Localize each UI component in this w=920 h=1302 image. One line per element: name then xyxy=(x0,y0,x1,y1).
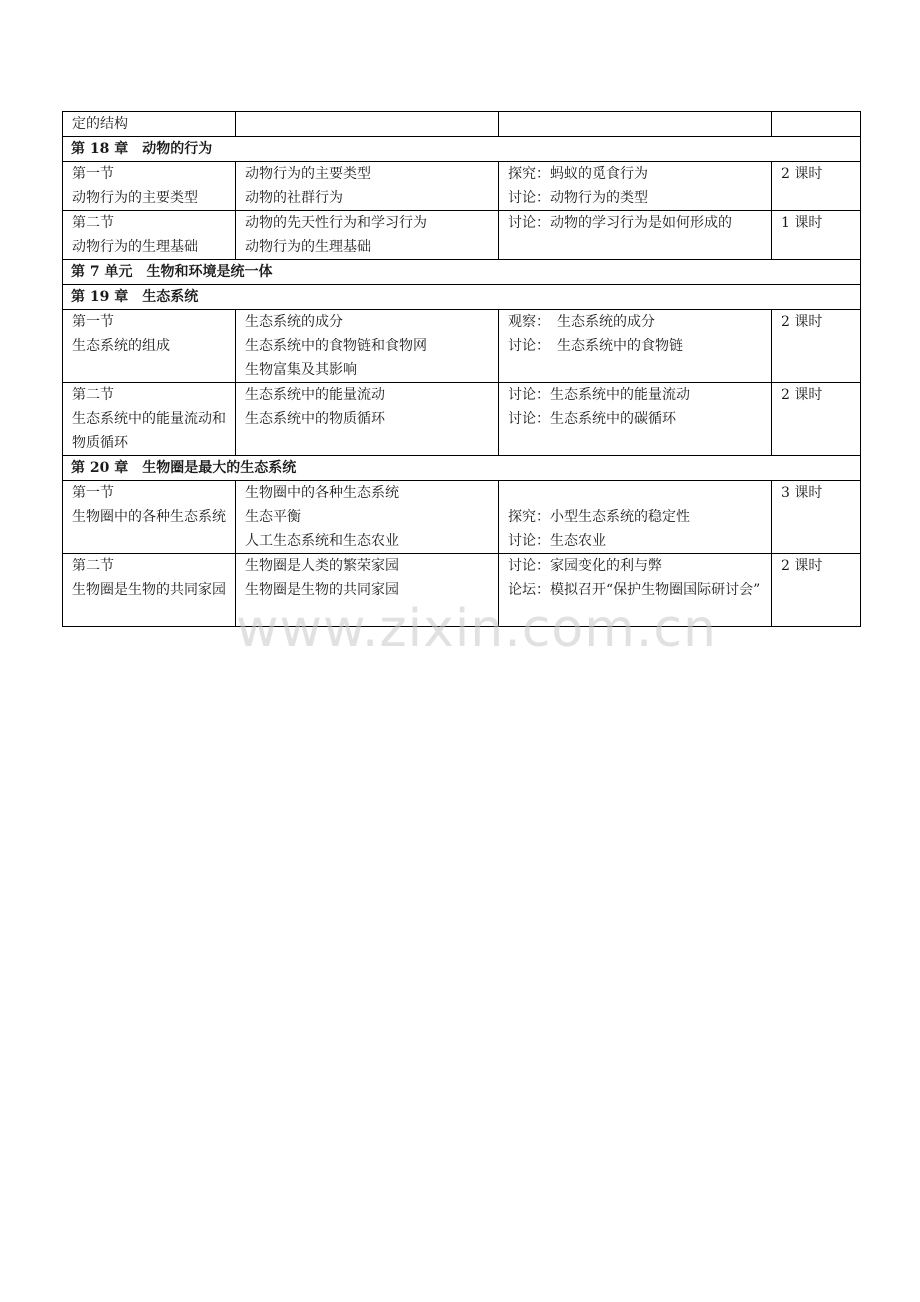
hours-cell: 2 课时 xyxy=(772,383,861,456)
unit-heading-row xyxy=(63,260,861,285)
hours-cell: 1 课时 xyxy=(772,211,861,260)
hours-cell: 2 课时 xyxy=(772,310,861,383)
table-row xyxy=(63,310,861,383)
table-row xyxy=(63,211,861,260)
section-cell: 第一节 生态系统的组成 xyxy=(63,310,236,383)
hours-cell: 3 课时 xyxy=(772,481,861,554)
section-cell: 第二节 生态系统中的能量流动和物质循环 xyxy=(63,383,236,456)
content-cell: 动物的先天性行为和学习行为 动物行为的生理基础 xyxy=(236,211,499,260)
content-cell xyxy=(236,112,499,137)
unit-7-heading: 第 7 单元 生物和环境是统一体 xyxy=(63,260,861,285)
chapter-18-heading: 第 18 章 动物的行为 xyxy=(63,137,861,162)
activity-cell: 探究：蚂蚁的觅食行为 讨论：动物行为的类型 xyxy=(499,162,772,211)
table-row xyxy=(63,481,861,554)
chapter-heading-row xyxy=(63,285,861,310)
content-cell: 生态系统中的能量流动 生态系统中的物质循环 xyxy=(236,383,499,456)
section-cell: 定的结构 xyxy=(63,112,236,137)
chapter-heading-row xyxy=(63,456,861,481)
syllabus-table xyxy=(62,111,861,627)
activity-cell: 讨论：家园变化的利与弊 论坛：模拟召开“保护生物圈国际研讨会” xyxy=(499,554,772,627)
table-row xyxy=(63,162,861,211)
content-cell: 生态系统的成分 生态系统中的食物链和食物网 生物富集及其影响 xyxy=(236,310,499,383)
table-row xyxy=(63,383,861,456)
content-cell: 动物行为的主要类型 动物的社群行为 xyxy=(236,162,499,211)
section-cell: 第二节 动物行为的生理基础 xyxy=(63,211,236,260)
hours-cell: 2 课时 xyxy=(772,162,861,211)
activity-cell: 观察： 生态系统的成分 讨论： 生态系统中的食物链 xyxy=(499,310,772,383)
activity-cell: 讨论：生态系统中的能量流动 讨论：生态系统中的碳循环 xyxy=(499,383,772,456)
chapter-heading-row xyxy=(63,137,861,162)
hours-cell: 2 课时 xyxy=(772,554,861,627)
chapter-20-heading: 第 20 章 生物圈是最大的生态系统 xyxy=(63,456,861,481)
content-cell: 生物圈中的各种生态系统 生态平衡 人工生态系统和生态农业 xyxy=(236,481,499,554)
activity-cell xyxy=(499,112,772,137)
activity-cell: 探究：小型生态系统的稳定性 讨论：生态农业 xyxy=(499,481,772,554)
section-cell: 第二节 生物圈是生物的共同家园 xyxy=(63,554,236,627)
activity-cell: 讨论：动物的学习行为是如何形成的 xyxy=(499,211,772,260)
chapter-19-heading: 第 19 章 生态系统 xyxy=(63,285,861,310)
table-row xyxy=(63,112,861,137)
section-cell: 第一节 动物行为的主要类型 xyxy=(63,162,236,211)
watermark: www.zixin.com.cn xyxy=(236,599,717,659)
section-cell: 第一节 生物圈中的各种生态系统 xyxy=(63,481,236,554)
content-cell: 生物圈是人类的繁荣家园 生物圈是生物的共同家园 xyxy=(236,554,499,627)
hours-cell xyxy=(772,112,861,137)
